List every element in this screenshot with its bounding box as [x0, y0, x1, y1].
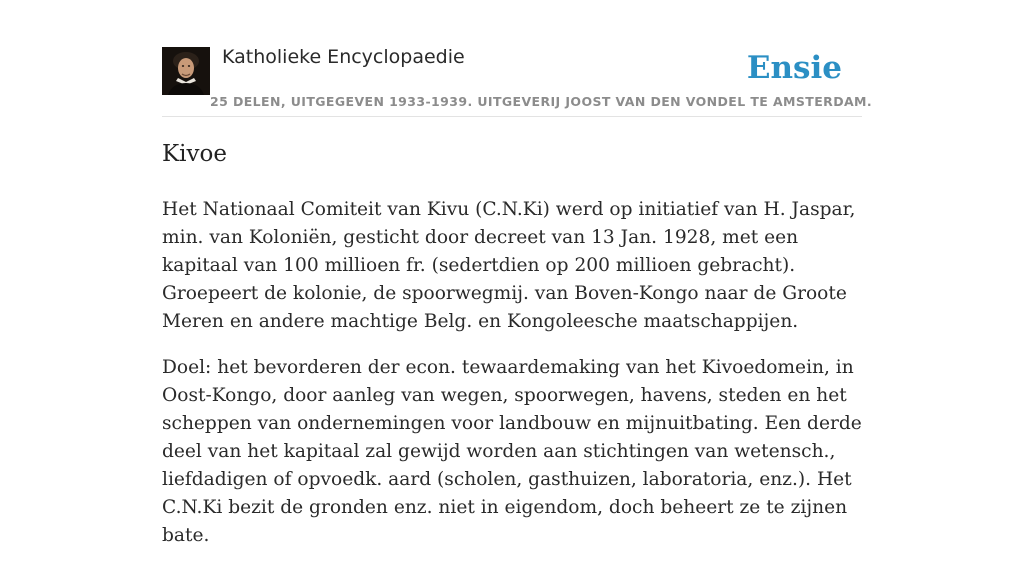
book-subtitle: 25 DELEN, UITGEGEVEN 1933-1939. UITGEVERIJ JOOST VAN DEN VONDEL TE AMSTERDAM. [210, 94, 873, 109]
entry-title: Kivoe [162, 141, 227, 167]
brand-logo-link[interactable]: Ensie [746, 50, 842, 86]
header [162, 40, 873, 117]
article [162, 136, 862, 568]
portrait-icon[interactable] [162, 47, 210, 95]
article-paragraph: Het Nationaal Comiteit van Kivu (C.N.Ki) werd op initiatief van H. Jaspar, min. van Koloniën, gesticht door decreet van 13 Jan. 1928, met een kapitaal van 100 millioen fr. (sedertdien op 200 millioen gebracht). Groepeert de kolonie, de spoorwegmij. van Boven-Kongo naar de Groote Meren en andere machtige Belg. en Kongoleesche maatschappijen. [162, 199, 856, 332]
article-paragraph: Doel: het bevorderen der econ. tewaardemaking van het Kivoedomein, in Oost-Kongo, door aanleg van wegen, spoorwegen, havens, steden en het scheppen van ondernemingen voor landbouw en mijnuitbating. Een derde deel van het kapitaal zal gewijd worden aan stichtingen van wetensch., liefdadigen of opvoedk. aard (scholen, gasthuizen, laboratoria, enz.). Het C.N.Ki bezit de gronden enz. niet in eigendom, doch beheert ze te zijnen bate. [162, 357, 862, 546]
book-title[interactable]: Katholieke Encyclopaedie [222, 46, 465, 68]
